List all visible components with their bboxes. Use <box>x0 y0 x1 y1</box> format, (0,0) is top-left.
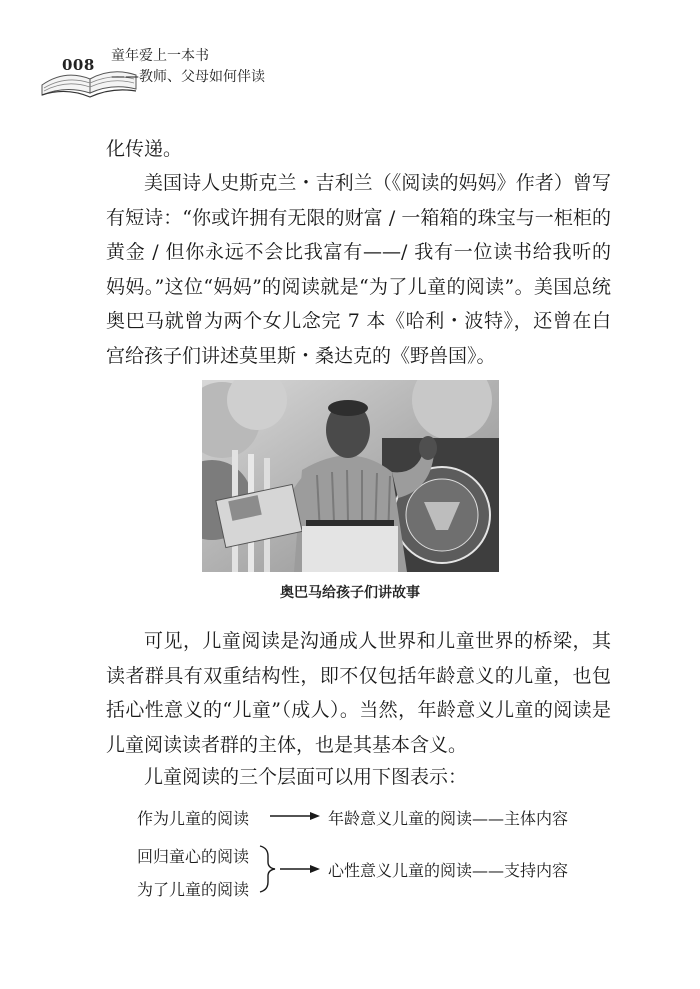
right-brace <box>260 846 275 892</box>
paragraph-diagram-intro: 儿童阅读的三个层面可以用下图表示： <box>144 766 468 788</box>
running-header <box>0 0 700 100</box>
photo-illustration <box>202 380 499 572</box>
diagram-result-main: 年龄意义儿童的阅读——主体内容 <box>328 809 569 828</box>
diagram-item-return-childhood: 回归童心的阅读 <box>137 847 250 866</box>
paragraph-bridge: 可见，儿童阅读是沟通成人世界和儿童世界的桥梁，其读者群具有双重结构性，即不仅包括年龄意义的儿童，也包括心性意义的“儿童”（成人）。当然，年龄意义儿童的阅读是儿童阅读读者群的主体，也是其基本含义。 <box>106 630 611 756</box>
diagram-result-support: 心性意义儿童的阅读——支持内容 <box>328 861 569 880</box>
arrow-head-top <box>310 812 320 820</box>
paragraph-gilliland-poem: 美国诗人史斯克兰・吉利兰（《阅读的妈妈》作者）曾写有短诗：“你或许拥有无限的财富 / 一箱箱的珠宝与一柜柜的黄金 / 但你永远不会比我富有——/ 我有一位读书给我听的妈妈。”这位“妈妈”的阅读就是“为了儿童的阅读”。美国总统奥巴马就曾为两个女儿念完 7 本《哈利・波特》，还曾在白宫给孩子们讲述莫里斯・桑达克的《野兽国》。 <box>106 172 611 367</box>
diagram-item-as-child: 作为儿童的阅读 <box>137 809 250 828</box>
header-book-title: 童年爱上一本书 <box>111 48 209 64</box>
reading-levels-diagram <box>0 800 700 910</box>
arrow-head-bottom <box>310 865 320 873</box>
photo-caption: 奥巴马给孩子们讲故事 <box>280 585 420 601</box>
paragraph-continuation: 化传递。 <box>106 138 183 160</box>
header-book-subtitle: ——教师、父母如何伴读 <box>111 69 265 85</box>
obama-reading-photo <box>202 380 499 572</box>
diagram-item-for-children: 为了儿童的阅读 <box>137 880 250 899</box>
page-number: 008 <box>62 56 95 74</box>
